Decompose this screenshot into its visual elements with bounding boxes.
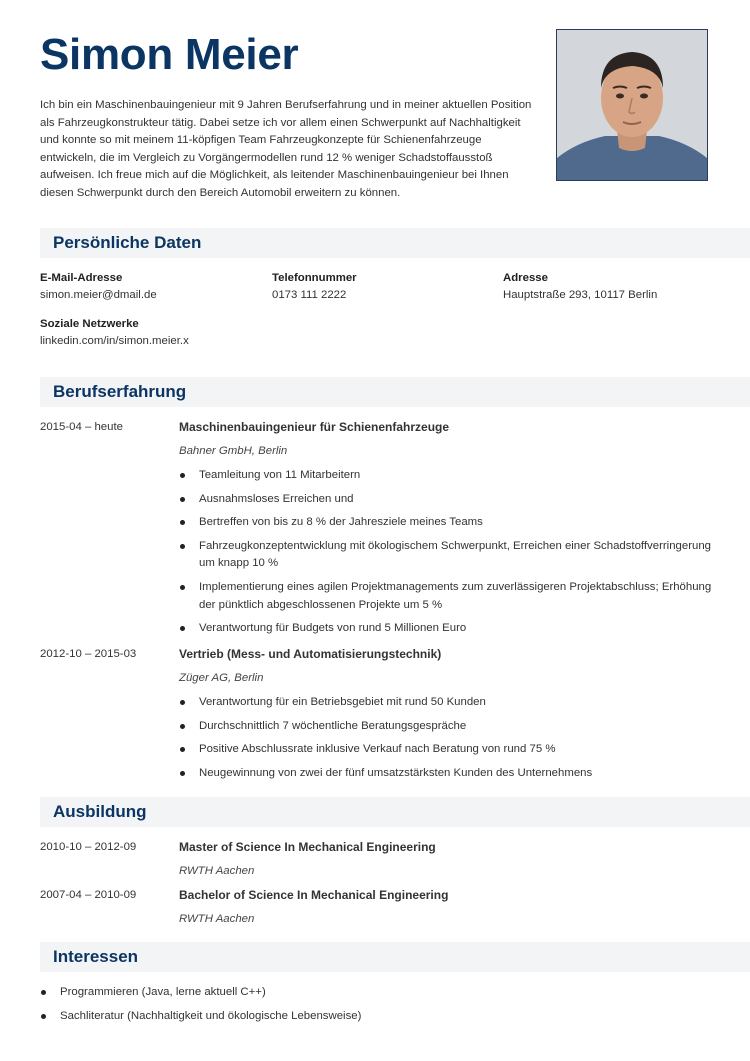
education-school: RWTH Aachen xyxy=(179,865,255,877)
list-item: Programmieren (Java, lerne aktuell C++) xyxy=(40,984,640,1002)
job-date: 2012-10 – 2015-03 xyxy=(40,648,137,660)
social-label: Soziale Netzwerke xyxy=(40,318,139,330)
social-value: linkedin.com/in/simon.meier.x xyxy=(40,335,189,347)
phone-value: 0173 111 2222 xyxy=(272,289,347,301)
email-field xyxy=(40,272,157,301)
job-position: Maschinenbauingenieur für Schienenfahrzeuge xyxy=(179,420,450,434)
address-label: Adresse xyxy=(503,272,548,284)
job-position: Vertrieb (Mess- und Automatisierungstechnik) xyxy=(179,647,442,661)
address-value: Hauptstraße 293, 10117 Berlin xyxy=(503,289,658,301)
email-label: E-Mail-Adresse xyxy=(40,272,123,284)
job-date: 2015-04 – heute xyxy=(40,421,123,433)
job-company: Bahner GmbH, Berlin xyxy=(179,445,288,457)
section-experience xyxy=(40,377,750,407)
list-item: Durchschnittlich 7 wöchentliche Beratungsgespräche xyxy=(179,718,719,736)
profile-photo xyxy=(556,29,708,181)
email-value: simon.meier@dmail.de xyxy=(40,289,157,301)
section-title-experience: Berufserfahrung xyxy=(53,382,187,401)
job-company: Züger AG, Berlin xyxy=(179,672,264,684)
interests-list xyxy=(40,984,640,1025)
section-title-interests: Interessen xyxy=(53,947,139,966)
list-item: Bertreffen von bis zu 8 % der Jahresziele meines Teams xyxy=(179,514,719,532)
social-field xyxy=(40,318,189,347)
address-field xyxy=(503,272,657,301)
list-item: Verantwortung für Budgets von rund 5 Millionen Euro xyxy=(179,620,719,638)
list-item: Implementierung eines agilen Projektmanagements zum zuverlässigeren Projektabschluss; Erhöhung der pünktlich abgeschlossenen Projekte um 5 % xyxy=(179,579,719,614)
job-bullet-list xyxy=(179,694,719,782)
portrait-illustration xyxy=(557,30,707,180)
education-date: 2007-04 – 2010-09 xyxy=(40,889,137,901)
section-interests xyxy=(40,942,750,972)
phone-field xyxy=(272,272,357,301)
list-item: Ausnahmsloses Erreichen und xyxy=(179,491,719,509)
candidate-name: Simon Meier xyxy=(40,30,299,79)
list-item: Fahrzeugkonzeptentwicklung mit ökologischem Schwerpunkt, Erreichen einer Schadstoffverringerung um knapp 10 % xyxy=(179,538,719,573)
education-degree: Master of Science In Mechanical Engineering xyxy=(179,840,436,854)
education-school: RWTH Aachen xyxy=(179,913,255,925)
education-date: 2010-10 – 2012-09 xyxy=(40,841,137,853)
section-education xyxy=(40,797,750,827)
phone-label: Telefonnummer xyxy=(272,272,357,284)
list-item: Neugewinnung von zwei der fünf umsatzstärksten Kunden des Unternehmens xyxy=(179,765,719,783)
section-title-education: Ausbildung xyxy=(53,802,147,821)
job-bullet-list xyxy=(179,467,719,638)
list-item: Sachliteratur (Nachhaltigkeit und ökologische Lebensweise) xyxy=(40,1008,640,1026)
section-title-personal: Persönliche Daten xyxy=(53,233,202,252)
list-item: Teamleitung von 11 Mitarbeitern xyxy=(179,467,719,485)
list-item: Positive Abschlussrate inklusive Verkauf nach Beratung von rund 75 % xyxy=(179,741,719,759)
profile-summary: Ich bin ein Maschinenbauingenieur mit 9 Jahren Berufserfahrung und in meiner aktuellen Position als Fahrzeugkonstrukteur tätig. Dabei setze ich vor allem einen Schwerpunkt auf Nachhaltigkeit und konnte so mit meinem 11-köpfigen Team Fahrzeugkonzepte für Schienenfahrzeuge entwickeln, die im Vergleich zu Vorgängermodellen rund 12 % weniger Schadstoffausstoß aufweisen. Ich freue mich auf die Möglichkeit, als leitender Maschinenbauingenieur bei Ihnen diesen Schwerpunkt durch den Bereich Automobil erweitern zu können. xyxy=(40,99,532,199)
section-personal xyxy=(40,228,750,258)
list-item: Verantwortung für ein Betriebsgebiet mit rund 50 Kunden xyxy=(179,694,719,712)
education-degree: Bachelor of Science In Mechanical Engineering xyxy=(179,888,449,902)
